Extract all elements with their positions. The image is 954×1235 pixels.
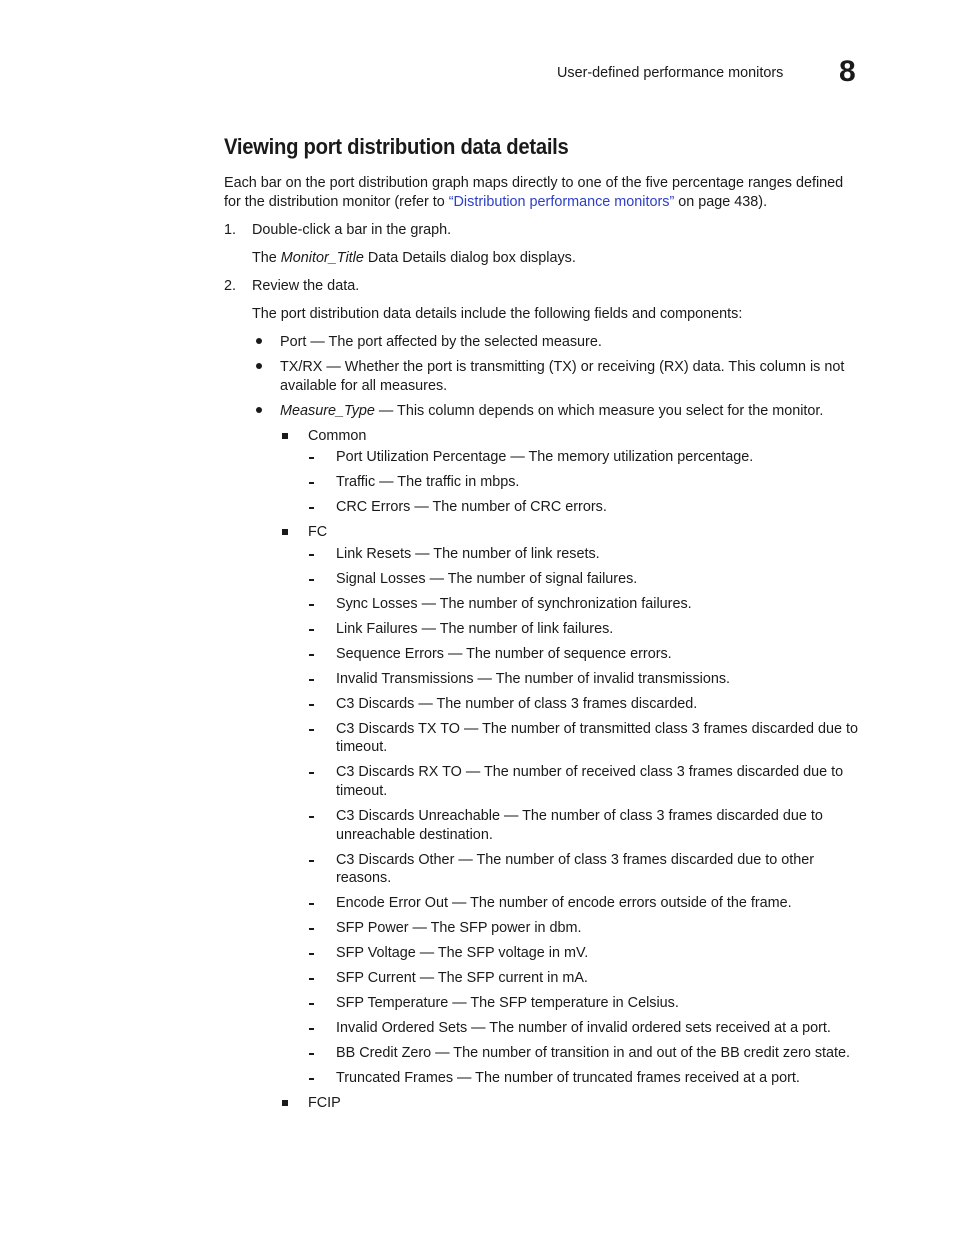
list-item: C3 Discards Other — The number of class 3 frames discarded due to other [336, 852, 815, 868]
bullet-desc: — Whether the port is transmitting (TX) or receiving (RX) data. This column is not [322, 359, 845, 375]
bullet-item [280, 333, 602, 352]
square-bullet-icon [282, 1100, 288, 1106]
list-item: Invalid Ordered Sets — The number of invalid ordered sets received at a port. [336, 1020, 831, 1036]
page-title: Viewing port distribution data details [224, 134, 569, 159]
square-bullet-icon [282, 529, 288, 535]
list-item: C3 Discards RX TO — The number of received class 3 frames discarded due to [336, 764, 844, 780]
dash-bullet-icon [309, 903, 314, 905]
monitor-title-term: Monitor_Title [280, 250, 364, 266]
bullet-item [280, 402, 823, 421]
step-text: Review the data. [252, 278, 360, 294]
data-details-term: Data Details [363, 250, 447, 266]
square-bullet-icon [282, 433, 288, 439]
dash-bullet-icon [309, 1053, 314, 1055]
chapter-number: 8 [839, 55, 856, 88]
dash-bullet-icon [309, 953, 314, 955]
list-item-continued: timeout. [336, 739, 388, 755]
list-item: C3 Discards TX TO — The number of transmitted class 3 frames discarded due to [336, 721, 859, 737]
group-name: Common [308, 428, 367, 444]
list-item: C3 Discards Unreachable — The number of class 3 frames discarded due to [336, 808, 823, 824]
bullet-term: Measure_Type [280, 403, 375, 419]
running-header-section: User-defined performance monitors [557, 65, 784, 81]
dash-bullet-icon [309, 729, 314, 731]
list-item: Link Failures — The number of link failures. [336, 621, 614, 637]
dash-bullet-icon [309, 1028, 314, 1030]
dash-bullet-icon [309, 679, 314, 681]
dash-bullet-icon [309, 978, 314, 980]
distribution-monitors-link[interactable]: “Distribution performance monitors” [448, 194, 675, 210]
list-item: Signal Losses — The number of signal failures. [336, 571, 638, 587]
dash-bullet-icon [309, 482, 314, 484]
bullet-term: Port [280, 334, 307, 350]
dash-bullet-icon [309, 816, 314, 818]
step-text: Double-click a bar in the graph. [252, 222, 452, 238]
dash-bullet-icon [309, 604, 314, 606]
dash-bullet-icon [309, 860, 314, 862]
list-item: SFP Power — The SFP power in dbm. [336, 920, 582, 936]
bullet-icon [256, 407, 262, 413]
dash-bullet-icon [309, 654, 314, 656]
step-number: 2. [224, 278, 237, 294]
bullet-icon [256, 338, 262, 344]
dash-bullet-icon [309, 928, 314, 930]
list-item: SFP Current — The SFP current in mA. [336, 970, 588, 986]
dash-bullet-icon [309, 554, 314, 556]
list-item: SFP Voltage — The SFP voltage in mV. [336, 945, 589, 961]
list-item: C3 Discards — The number of class 3 frames discarded. [336, 696, 698, 712]
intro-line-2 [224, 193, 767, 212]
list-item: BB Credit Zero — The number of transition in and out of the BB credit zero state. [336, 1045, 851, 1061]
list-item: Truncated Frames — The number of truncated frames received at a port. [336, 1070, 800, 1086]
intro-text: on page 438). [674, 194, 768, 210]
bullet-desc-continued: available for all measures. [280, 378, 448, 394]
list-item-continued: unreachable destination. [336, 827, 493, 843]
list-item: Sync Losses — The number of synchronization failures. [336, 596, 692, 612]
list-item: Sequence Errors — The number of sequence errors. [336, 646, 672, 662]
step-result-text: The [252, 250, 281, 266]
dash-bullet-icon [309, 579, 314, 581]
list-item: Link Resets — The number of link resets. [336, 546, 600, 562]
dash-bullet-icon [309, 1003, 314, 1005]
step-result [252, 249, 576, 268]
list-item: SFP Temperature — The SFP temperature in Celsius. [336, 995, 679, 1011]
dash-bullet-icon [309, 629, 314, 631]
intro-text: for the distribution monitor (refer to [224, 194, 449, 210]
dash-bullet-icon [309, 507, 314, 509]
step-result: The port distribution data details include the following fields and components: [252, 306, 743, 322]
bullet-desc: — The port affected by the selected measure. [306, 334, 602, 350]
list-item: CRC Errors — The number of CRC errors. [336, 499, 607, 515]
list-item-continued: timeout. [336, 783, 388, 799]
step-number: 1. [224, 222, 237, 238]
list-item: Encode Error Out — The number of encode errors outside of the frame. [336, 895, 792, 911]
group-name: FCIP [308, 1095, 341, 1111]
bullet-desc: — This column depends on which measure you select for the monitor. [374, 403, 824, 419]
dash-bullet-icon [309, 457, 314, 459]
dash-bullet-icon [309, 1078, 314, 1080]
intro-line-1: Each bar on the port distribution graph maps directly to one of the five percentage ranges defined [224, 175, 844, 191]
list-item: Port Utilization Percentage — The memory utilization percentage. [336, 449, 754, 465]
bullet-term: TX/RX [280, 359, 323, 375]
bullet-icon [256, 363, 262, 369]
list-item-continued: reasons. [336, 870, 392, 886]
list-item: Traffic — The traffic in mbps. [336, 474, 520, 490]
dash-bullet-icon [309, 704, 314, 706]
dash-bullet-icon [309, 772, 314, 774]
group-name: FC [308, 524, 328, 540]
list-item: Invalid Transmissions — The number of invalid transmissions. [336, 671, 731, 687]
bullet-item [280, 358, 844, 377]
step-result-text: dialog box displays. [446, 250, 576, 266]
